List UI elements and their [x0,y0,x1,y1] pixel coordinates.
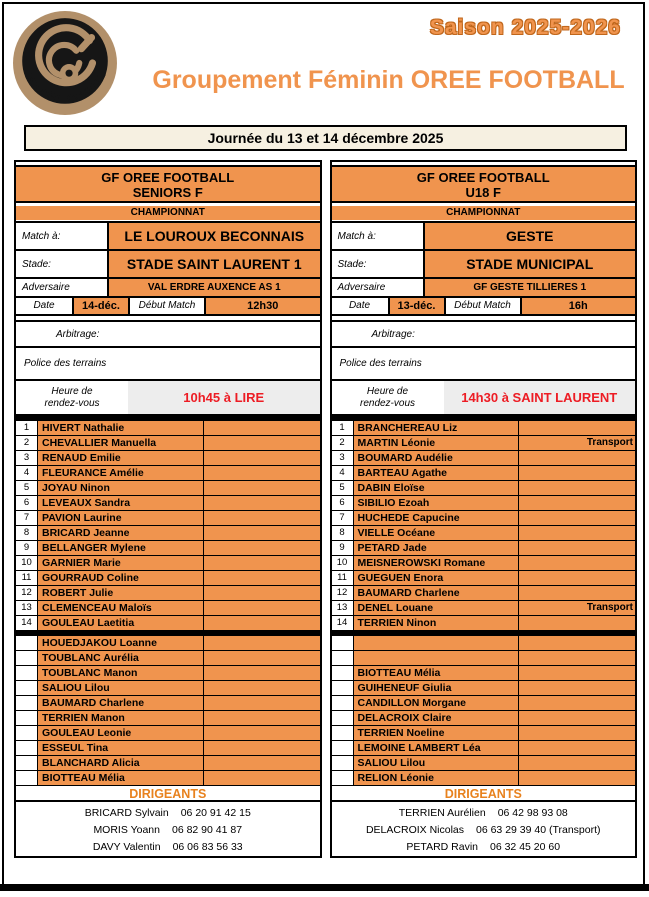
player-number [16,636,38,650]
dirigeant-line [16,822,320,839]
player-row [332,541,636,556]
player-number: 1 [332,421,354,435]
player-row [16,681,320,696]
match-at-row [332,223,636,251]
player-number [332,651,354,665]
player-note [204,756,320,770]
player-note [519,541,635,555]
player-name: BAUMARD Charlene [38,696,204,710]
date-value: 14-déc. [74,298,130,314]
player-note: Transport [519,601,635,615]
player-name: LEVEAUX Sandra [38,496,204,510]
player-name: BAUMARD Charlene [354,586,520,600]
player-number [332,711,354,725]
dirigeant-name: DELACROIX Nicolas [365,824,464,836]
player-note [204,711,320,725]
meeting-time-label-line2: rendez-vous [44,397,100,409]
player-row [16,496,320,511]
opponent-label: Adversaire [16,279,107,296]
player-note [519,526,635,540]
meeting-time-label-line1: Heure de [51,385,93,397]
player-name: DENEL Louane [354,601,520,615]
meeting-time-row [332,381,636,416]
player-name: DELACROIX Claire [354,711,520,725]
player-note [519,616,635,630]
player-name: TERRIEN Manon [38,711,204,725]
team-name: U18 F [465,185,501,200]
player-note [519,771,635,785]
player-row [332,421,636,436]
player-note: Transport [519,436,635,450]
player-row [332,601,636,616]
player-number: 7 [332,511,354,525]
player-name: GOURRAUD Coline [38,571,204,585]
player-note [519,586,635,600]
player-name: GUIHENEUF Giulia [354,681,520,695]
player-name: SALIOU Lilou [354,756,520,770]
player-note [204,726,320,740]
stadium-value: STADE SAINT LAURENT 1 [107,251,320,277]
dirigeant-line [332,822,636,839]
player-note [204,601,320,615]
opponent-label: Adversaire [332,279,423,296]
dirigeant-name: TERRIEN Aurélien [398,807,486,819]
player-note [204,681,320,695]
player-number [332,681,354,695]
player-name [354,651,520,665]
player-note [519,481,635,495]
player-number [332,666,354,680]
meeting-time-label-line1: Heure de [366,385,409,397]
matchday-banner: Journée du 13 et 14 décembre 2025 [24,125,627,151]
player-note [204,651,320,665]
player-note [204,741,320,755]
player-row [16,696,320,711]
substitutes [332,636,636,786]
player-name: TOUBLANC Manon [38,666,204,680]
team-column-seniors-f [14,160,322,858]
player-note [204,541,320,555]
season-label: Saison 2025-2026 [429,16,621,39]
player-name: PAVION Laurine [38,511,204,525]
player-name: HUCHEDE Capucine [354,511,520,525]
date-label: Date [332,298,390,314]
team-column-u18-f [330,160,638,858]
player-row [16,436,320,451]
player-row [16,771,320,786]
player-name: LEMOINE LAMBERT Léa [354,741,520,755]
dirigeant-line [16,839,320,856]
meeting-time-value: 14h30 à SAINT LAURENT [444,381,636,414]
player-number [16,756,38,770]
kickoff-label: Début Match [446,298,522,314]
dirigeant-name: DAVY Valentin [92,841,161,853]
player-row [332,741,636,756]
player-note [519,681,635,695]
player-number: 10 [16,556,38,570]
player-row [16,421,320,436]
dirigeant-name: MORIS Yoann [93,824,160,836]
page-title: Groupement Féminin OREE FOOTBALL [152,66,625,94]
player-name: BRICARD Jeanne [38,526,204,540]
player-number [16,651,38,665]
player-note [519,466,635,480]
player-row [332,466,636,481]
club-logo [12,10,118,116]
player-name: HIVERT Nathalie [38,421,204,435]
player-number: 3 [16,451,38,465]
player-number: 9 [16,541,38,555]
player-name: TOUBLANC Aurélia [38,651,204,665]
player-number [16,681,38,695]
field-police-cell: Police des terrains [332,348,636,381]
date-value: 13-déc. [390,298,446,314]
dirigeant-line [332,805,636,822]
player-number: 12 [332,586,354,600]
player-number [16,696,38,710]
player-number: 8 [332,526,354,540]
player-row [16,571,320,586]
player-name: VIELLE Océane [354,526,520,540]
player-number: 8 [16,526,38,540]
player-name [354,636,520,650]
player-name: GOULEAU Leonie [38,726,204,740]
player-name: BOUMARD Audélie [354,451,520,465]
dirigeant-name: PETARD Ravin [406,841,478,853]
player-note [519,571,635,585]
meeting-time-label-line2: rendez-vous [359,397,416,409]
player-row [332,666,636,681]
dirigeants-title: DIRIGEANTS [16,786,320,802]
player-note [204,451,320,465]
club-team-header [16,167,320,203]
competition-band-wrap [332,203,636,223]
logo-ring-text: GF ORÉE FOOTBALL [21,70,109,106]
player-note [204,696,320,710]
player-number: 10 [332,556,354,570]
dirigeant-phone: 06 42 98 93 08 [497,807,568,819]
player-number: 13 [332,601,354,615]
player-row [16,601,320,616]
dirigeants-list [16,802,320,856]
player-number: 14 [332,616,354,630]
player-number [16,711,38,725]
team-name: SENIORS F [132,185,203,200]
meeting-time-label [16,381,128,414]
dirigeant-phone: 06 06 83 56 33 [172,841,243,853]
player-note [519,421,635,435]
match-at-label: Match à: [16,223,107,249]
player-row [332,481,636,496]
player-note [519,741,635,755]
dirigeants-list [332,802,636,856]
dirigeant-phone: 06 32 45 20 60 [490,841,561,853]
page [2,2,645,886]
referee-cell: Arbitrage: [16,322,320,348]
date-row [16,298,320,316]
player-name: BIOTTEAU Mélia [38,771,204,785]
date-label: Date [16,298,74,314]
player-row [16,451,320,466]
player-row [16,726,320,741]
player-row [16,741,320,756]
player-row [332,511,636,526]
player-name: CANDILLON Morgane [354,696,520,710]
player-note [519,556,635,570]
player-note [519,511,635,525]
player-number: 6 [16,496,38,510]
player-row [332,436,636,451]
player-name: BRANCHEREAU Liz [354,421,520,435]
player-note [204,526,320,540]
field-police-cell: Police des terrains [16,348,320,381]
player-row [332,711,636,726]
player-note [519,451,635,465]
club-name: GF OREE FOOTBALL [101,170,235,185]
player-number [332,756,354,770]
player-name: BLANCHARD Alicia [38,756,204,770]
player-name: ESSEUL Tina [38,741,204,755]
player-row [332,651,636,666]
player-number: 3 [332,451,354,465]
player-row [332,451,636,466]
player-number: 6 [332,496,354,510]
match-at-value: GESTE [423,223,636,249]
player-row [16,541,320,556]
player-number: 14 [16,616,38,630]
player-row [332,696,636,711]
player-note [519,666,635,680]
player-note [204,636,320,650]
player-number: 4 [332,466,354,480]
player-note [204,511,320,525]
player-number: 13 [16,601,38,615]
dirigeant-line [332,839,636,856]
player-row [16,586,320,601]
player-name: BARTEAU Agathe [354,466,520,480]
player-number: 4 [16,466,38,480]
player-row [16,556,320,571]
player-note [519,636,635,650]
player-number: 9 [332,541,354,555]
player-row [16,511,320,526]
player-row [332,586,636,601]
player-row [16,666,320,681]
player-name: DABIN Eloïse [354,481,520,495]
player-name: CLEMENCEAU Maloïs [38,601,204,615]
player-name: TERRIEN Noeline [354,726,520,740]
player-row [332,681,636,696]
player-row [16,651,320,666]
player-number: 11 [332,571,354,585]
competition-label: CHAMPIONNAT [332,206,636,220]
dirigeant-name: BRICARD Sylvain [84,807,169,819]
dirigeant-line [16,805,320,822]
player-note [204,616,320,630]
player-number [332,696,354,710]
match-at-label: Match à: [332,223,423,249]
stadium-label: Stade: [16,251,107,277]
player-row [332,636,636,651]
player-number [16,726,38,740]
player-number [332,771,354,785]
opponent-value: VAL ERDRE AUXENCE AS 1 [107,279,320,296]
player-name: GOULEAU Laetitia [38,616,204,630]
player-name: SALIOU Lilou [38,681,204,695]
team-columns [14,160,637,858]
player-note [519,651,635,665]
opponent-row [16,279,320,298]
player-number [16,666,38,680]
match-at-value: LE LOUROUX BECONNAIS [107,223,320,249]
player-note [519,496,635,510]
stadium-row [16,251,320,279]
player-note [204,496,320,510]
player-name: MEISNEROWSKI Romane [354,556,520,570]
player-name: GARNIER Marie [38,556,204,570]
player-row [16,526,320,541]
player-note [204,436,320,450]
player-row [332,496,636,511]
substitutes [16,636,320,786]
player-number [332,741,354,755]
player-name: HOUEDJAKOU Loanne [38,636,204,650]
player-note [204,421,320,435]
dirigeant-phone: 06 20 91 42 15 [180,807,251,819]
roster [332,421,636,631]
stadium-value: STADE MUNICIPAL [423,251,636,277]
player-name: BELLANGER Mylene [38,541,204,555]
player-number: 7 [16,511,38,525]
club-name: GF OREE FOOTBALL [416,170,550,185]
player-name: SIBILIO Ezoah [354,496,520,510]
player-row [16,481,320,496]
meeting-time-row [16,381,320,416]
player-note [204,666,320,680]
player-row [332,771,636,786]
kickoff-value: 12h30 [206,298,320,314]
player-row [332,556,636,571]
player-number: 2 [16,436,38,450]
player-number [16,741,38,755]
dirigeants-title: DIRIGEANTS [332,786,636,802]
player-name: GUEGUEN Enora [354,571,520,585]
player-row [16,756,320,771]
dirigeant-phone: 06 63 29 39 40 (Transport) [476,824,601,836]
player-name: CHEVALLIER Manuella [38,436,204,450]
player-number: 12 [16,586,38,600]
player-note [519,696,635,710]
player-number: 11 [16,571,38,585]
competition-label: CHAMPIONNAT [16,206,320,220]
player-note [519,711,635,725]
player-name: FLEURANCE Amélie [38,466,204,480]
match-at-row [16,223,320,251]
player-number [332,726,354,740]
player-note [204,586,320,600]
player-name: RELION Léonie [354,771,520,785]
player-name: MARTIN Léonie [354,436,520,450]
player-note [204,481,320,495]
dirigeant-phone: 06 82 90 41 87 [171,824,243,836]
player-number: 1 [16,421,38,435]
player-name: JOYAU Ninon [38,481,204,495]
player-number [332,636,354,650]
player-number [16,771,38,785]
player-row [16,711,320,726]
player-note [204,771,320,785]
player-number: 2 [332,436,354,450]
competition-band-wrap [16,203,320,223]
meeting-time-label [332,381,444,414]
player-note [519,756,635,770]
player-row [332,756,636,771]
player-name: TERRIEN Ninon [354,616,520,630]
player-note [204,466,320,480]
player-name: BIOTTEAU Mélia [354,666,520,680]
player-row [332,526,636,541]
club-team-header [332,167,636,203]
player-number: 5 [332,481,354,495]
opponent-row [332,279,636,298]
player-note [204,556,320,570]
player-note [204,571,320,585]
kickoff-label: Début Match [130,298,206,314]
date-row [332,298,636,316]
player-name: PETARD Jade [354,541,520,555]
player-row [332,616,636,631]
player-name: RENAUD Emilie [38,451,204,465]
player-note [519,726,635,740]
opponent-value: GF GESTE TILLIERES 1 [423,279,636,296]
player-name: ROBERT Julie [38,586,204,600]
player-row [332,571,636,586]
roster [16,421,320,631]
player-row [16,616,320,631]
player-row [332,726,636,741]
player-number: 5 [16,481,38,495]
referee-cell: Arbitrage: [332,322,636,348]
stadium-row [332,251,636,279]
player-row [16,466,320,481]
bottom-bar [0,884,649,891]
player-row [16,636,320,651]
kickoff-value: 16h [522,298,636,314]
meeting-time-value: 10h45 à LIRE [128,381,320,414]
stadium-label: Stade: [332,251,423,277]
